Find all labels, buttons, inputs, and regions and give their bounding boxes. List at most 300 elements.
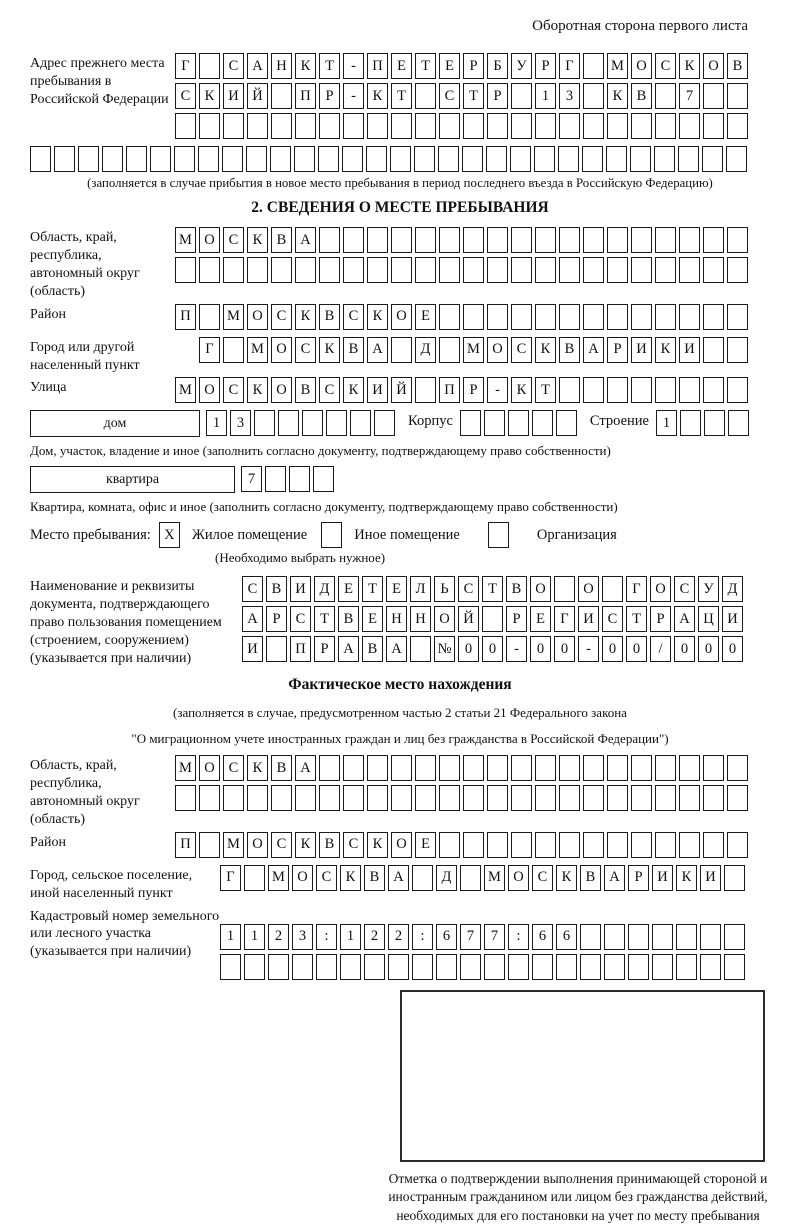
char-box[interactable] xyxy=(463,227,484,253)
char-box[interactable] xyxy=(655,304,676,330)
char-box[interactable] xyxy=(487,755,508,781)
char-box[interactable]: В xyxy=(343,337,364,363)
char-box[interactable]: К xyxy=(295,832,316,858)
char-box[interactable]: К xyxy=(319,337,340,363)
char-box[interactable]: Г xyxy=(220,865,241,891)
char-box[interactable] xyxy=(343,755,364,781)
char-box[interactable]: К xyxy=(295,304,316,330)
char-box[interactable] xyxy=(223,785,244,811)
char-box[interactable] xyxy=(487,785,508,811)
char-box[interactable]: П xyxy=(295,83,316,109)
char-box[interactable] xyxy=(655,257,676,283)
char-box[interactable]: К xyxy=(367,83,388,109)
char-box[interactable] xyxy=(247,113,268,139)
char-box[interactable] xyxy=(604,924,625,950)
char-box[interactable]: 1 xyxy=(220,924,241,950)
document-row-3[interactable] xyxy=(242,636,746,662)
char-box[interactable] xyxy=(607,257,628,283)
char-box[interactable] xyxy=(703,832,724,858)
char-box[interactable]: К xyxy=(247,227,268,253)
char-box[interactable]: 0 xyxy=(554,636,575,662)
char-box[interactable] xyxy=(724,924,745,950)
document-row-1[interactable] xyxy=(242,576,746,602)
char-box[interactable]: Р xyxy=(650,606,671,632)
char-box[interactable]: 0 xyxy=(482,636,503,662)
char-box[interactable]: В xyxy=(319,304,340,330)
char-box[interactable] xyxy=(655,785,676,811)
char-box[interactable]: В xyxy=(506,576,527,602)
char-box[interactable] xyxy=(340,954,361,980)
char-box[interactable]: О xyxy=(578,576,599,602)
char-box[interactable]: А xyxy=(295,227,316,253)
char-box[interactable]: О xyxy=(292,865,313,891)
char-box[interactable]: Р xyxy=(314,636,335,662)
char-box[interactable]: И xyxy=(290,576,311,602)
char-box[interactable] xyxy=(247,785,268,811)
char-box[interactable]: Т xyxy=(463,83,484,109)
char-box[interactable] xyxy=(508,410,529,436)
char-box[interactable]: К xyxy=(655,337,676,363)
char-box[interactable]: П xyxy=(290,636,311,662)
char-box[interactable]: О xyxy=(199,755,220,781)
char-box[interactable] xyxy=(606,146,627,172)
char-box[interactable]: Д xyxy=(314,576,335,602)
prev-address-row-3[interactable] xyxy=(175,113,751,139)
char-box[interactable]: Т xyxy=(319,53,340,79)
char-box[interactable] xyxy=(652,954,673,980)
prev-address-row-2[interactable] xyxy=(175,83,751,109)
char-box[interactable] xyxy=(678,146,699,172)
char-box[interactable] xyxy=(702,146,723,172)
char-box[interactable]: 3 xyxy=(230,410,251,436)
char-box[interactable] xyxy=(415,257,436,283)
char-box[interactable]: Л xyxy=(410,576,431,602)
char-box[interactable] xyxy=(680,410,701,436)
char-box[interactable] xyxy=(703,227,724,253)
char-box[interactable]: П xyxy=(175,304,196,330)
char-box[interactable]: И xyxy=(578,606,599,632)
char-box[interactable]: 2 xyxy=(388,924,409,950)
char-box[interactable]: Р xyxy=(319,83,340,109)
char-box[interactable]: 7 xyxy=(241,466,262,492)
char-box[interactable] xyxy=(655,377,676,403)
char-box[interactable]: Ц xyxy=(698,606,719,632)
char-box[interactable]: 3 xyxy=(559,83,580,109)
char-box[interactable] xyxy=(727,83,748,109)
char-box[interactable] xyxy=(254,410,275,436)
char-box[interactable]: А xyxy=(242,606,263,632)
char-box[interactable]: У xyxy=(511,53,532,79)
cadastre-row-2[interactable] xyxy=(220,954,748,980)
char-box[interactable] xyxy=(511,257,532,283)
char-box[interactable] xyxy=(271,785,292,811)
char-box[interactable]: М xyxy=(247,337,268,363)
char-box[interactable] xyxy=(391,113,412,139)
char-box[interactable] xyxy=(607,832,628,858)
char-box[interactable] xyxy=(199,257,220,283)
char-box[interactable]: А xyxy=(388,865,409,891)
char-box[interactable]: О xyxy=(434,606,455,632)
char-box[interactable]: Т xyxy=(362,576,383,602)
char-box[interactable] xyxy=(439,227,460,253)
char-box[interactable] xyxy=(350,410,371,436)
char-box[interactable]: М xyxy=(463,337,484,363)
char-box[interactable]: С xyxy=(271,304,292,330)
char-box[interactable]: К xyxy=(556,865,577,891)
char-box[interactable] xyxy=(313,466,334,492)
char-box[interactable]: Т xyxy=(314,606,335,632)
checkbox-residential[interactable]: X xyxy=(159,522,180,548)
char-box[interactable] xyxy=(535,227,556,253)
char-box[interactable] xyxy=(607,785,628,811)
char-box[interactable]: Т xyxy=(482,576,503,602)
char-box[interactable]: Н xyxy=(386,606,407,632)
char-box[interactable]: 6 xyxy=(532,924,553,950)
char-box[interactable]: О xyxy=(631,53,652,79)
char-box[interactable]: О xyxy=(487,337,508,363)
char-box[interactable] xyxy=(655,755,676,781)
char-box[interactable] xyxy=(655,832,676,858)
char-box[interactable] xyxy=(319,113,340,139)
char-box[interactable] xyxy=(631,113,652,139)
char-box[interactable] xyxy=(436,954,457,980)
char-box[interactable]: 2 xyxy=(268,924,289,950)
char-box[interactable] xyxy=(319,227,340,253)
char-box[interactable] xyxy=(703,755,724,781)
char-box[interactable] xyxy=(439,337,460,363)
char-box[interactable] xyxy=(580,954,601,980)
char-box[interactable]: 0 xyxy=(602,636,623,662)
char-box[interactable]: Й xyxy=(458,606,479,632)
char-box[interactable] xyxy=(175,113,196,139)
char-box[interactable] xyxy=(558,146,579,172)
document-row-2[interactable] xyxy=(242,606,746,632)
char-box[interactable] xyxy=(726,146,747,172)
char-box[interactable] xyxy=(367,113,388,139)
char-box[interactable]: П xyxy=(439,377,460,403)
char-box[interactable]: Ь xyxy=(434,576,455,602)
char-box[interactable] xyxy=(439,832,460,858)
char-box[interactable] xyxy=(679,832,700,858)
char-box[interactable]: Б xyxy=(487,53,508,79)
char-box[interactable]: Р xyxy=(628,865,649,891)
char-box[interactable] xyxy=(727,377,748,403)
char-box[interactable] xyxy=(727,785,748,811)
char-box[interactable] xyxy=(487,227,508,253)
char-box[interactable] xyxy=(486,146,507,172)
char-box[interactable] xyxy=(631,227,652,253)
char-box[interactable] xyxy=(302,410,323,436)
char-box[interactable]: М xyxy=(175,377,196,403)
char-box[interactable]: : xyxy=(316,924,337,950)
char-box[interactable] xyxy=(460,410,481,436)
char-box[interactable] xyxy=(628,954,649,980)
char-box[interactable]: В xyxy=(266,576,287,602)
char-box[interactable] xyxy=(294,146,315,172)
char-box[interactable] xyxy=(343,785,364,811)
char-box[interactable]: И xyxy=(679,337,700,363)
char-box[interactable]: О xyxy=(199,377,220,403)
char-box[interactable] xyxy=(535,832,556,858)
char-box[interactable]: Й xyxy=(391,377,412,403)
char-box[interactable] xyxy=(535,113,556,139)
char-box[interactable]: : xyxy=(412,924,433,950)
char-box[interactable] xyxy=(247,257,268,283)
char-box[interactable] xyxy=(367,755,388,781)
char-box[interactable] xyxy=(679,755,700,781)
char-box[interactable] xyxy=(631,785,652,811)
char-box[interactable]: С xyxy=(316,865,337,891)
char-box[interactable] xyxy=(628,924,649,950)
char-box[interactable]: О xyxy=(530,576,551,602)
char-box[interactable]: Е xyxy=(439,53,460,79)
char-box[interactable] xyxy=(439,113,460,139)
char-box[interactable] xyxy=(559,832,580,858)
char-box[interactable] xyxy=(727,227,748,253)
char-box[interactable] xyxy=(487,113,508,139)
char-box[interactable] xyxy=(704,410,725,436)
char-box[interactable]: Е xyxy=(415,304,436,330)
char-box[interactable]: Р xyxy=(266,606,287,632)
char-box[interactable] xyxy=(559,755,580,781)
char-box[interactable]: У xyxy=(698,576,719,602)
char-box[interactable] xyxy=(583,832,604,858)
char-box[interactable]: К xyxy=(199,83,220,109)
char-box[interactable] xyxy=(655,83,676,109)
char-box[interactable] xyxy=(54,146,75,172)
char-box[interactable] xyxy=(295,113,316,139)
char-box[interactable]: С xyxy=(343,832,364,858)
char-box[interactable]: М xyxy=(607,53,628,79)
char-box[interactable] xyxy=(415,113,436,139)
char-box[interactable] xyxy=(703,785,724,811)
char-box[interactable] xyxy=(150,146,171,172)
char-box[interactable]: М xyxy=(175,227,196,253)
char-box[interactable]: Р xyxy=(463,377,484,403)
char-box[interactable] xyxy=(727,304,748,330)
char-box[interactable]: 6 xyxy=(436,924,457,950)
char-box[interactable] xyxy=(439,785,460,811)
char-box[interactable]: Д xyxy=(436,865,457,891)
char-box[interactable]: С xyxy=(223,755,244,781)
char-box[interactable] xyxy=(508,954,529,980)
char-box[interactable] xyxy=(631,304,652,330)
char-box[interactable]: Г xyxy=(199,337,220,363)
char-box[interactable]: № xyxy=(434,636,455,662)
char-box[interactable] xyxy=(676,954,697,980)
char-box[interactable] xyxy=(439,304,460,330)
char-box[interactable] xyxy=(462,146,483,172)
char-box[interactable]: - xyxy=(343,83,364,109)
al-region-row-1[interactable] xyxy=(175,755,751,781)
char-box[interactable] xyxy=(78,146,99,172)
char-box[interactable] xyxy=(559,377,580,403)
char-box[interactable]: С xyxy=(674,576,695,602)
char-box[interactable]: О xyxy=(199,227,220,253)
char-box[interactable]: - xyxy=(506,636,527,662)
char-box[interactable] xyxy=(559,113,580,139)
char-box[interactable] xyxy=(631,257,652,283)
char-box[interactable]: Е xyxy=(530,606,551,632)
char-box[interactable] xyxy=(319,755,340,781)
char-box[interactable]: В xyxy=(362,636,383,662)
char-box[interactable] xyxy=(415,227,436,253)
char-box[interactable]: В xyxy=(580,865,601,891)
char-box[interactable]: К xyxy=(247,755,268,781)
char-box[interactable] xyxy=(676,924,697,950)
char-box[interactable] xyxy=(604,954,625,980)
char-box[interactable] xyxy=(511,83,532,109)
char-box[interactable] xyxy=(295,257,316,283)
char-box[interactable]: И xyxy=(242,636,263,662)
char-box[interactable] xyxy=(607,377,628,403)
char-box[interactable]: А xyxy=(367,337,388,363)
char-box[interactable]: В xyxy=(271,227,292,253)
char-box[interactable]: Е xyxy=(415,832,436,858)
char-box[interactable]: 1 xyxy=(206,410,227,436)
char-box[interactable] xyxy=(316,954,337,980)
char-box[interactable] xyxy=(556,954,577,980)
char-box[interactable] xyxy=(583,304,604,330)
char-box[interactable] xyxy=(487,304,508,330)
char-box[interactable]: Е xyxy=(362,606,383,632)
char-box[interactable]: Д xyxy=(722,576,743,602)
char-box[interactable] xyxy=(199,304,220,330)
char-box[interactable]: Т xyxy=(626,606,647,632)
char-box[interactable] xyxy=(535,304,556,330)
char-box[interactable] xyxy=(583,113,604,139)
char-box[interactable] xyxy=(728,410,749,436)
char-box[interactable]: С xyxy=(439,83,460,109)
char-box[interactable] xyxy=(244,865,265,891)
char-box[interactable] xyxy=(607,113,628,139)
char-box[interactable] xyxy=(484,410,505,436)
char-box[interactable]: А xyxy=(674,606,695,632)
char-box[interactable]: 1 xyxy=(244,924,265,950)
char-box[interactable] xyxy=(655,227,676,253)
prev-address-row-4[interactable] xyxy=(30,146,770,172)
char-box[interactable] xyxy=(654,146,675,172)
char-box[interactable] xyxy=(631,755,652,781)
char-box[interactable]: О xyxy=(650,576,671,602)
char-box[interactable]: Г xyxy=(626,576,647,602)
char-box[interactable]: 1 xyxy=(340,924,361,950)
char-box[interactable]: О xyxy=(247,304,268,330)
char-box[interactable] xyxy=(727,755,748,781)
char-box[interactable]: К xyxy=(367,304,388,330)
char-box[interactable] xyxy=(342,146,363,172)
char-box[interactable]: - xyxy=(487,377,508,403)
char-box[interactable]: Е xyxy=(338,576,359,602)
char-box[interactable] xyxy=(607,304,628,330)
char-box[interactable]: С xyxy=(271,832,292,858)
char-box[interactable]: О xyxy=(391,832,412,858)
char-box[interactable]: И xyxy=(223,83,244,109)
char-box[interactable] xyxy=(724,954,745,980)
char-box[interactable]: 0 xyxy=(674,636,695,662)
char-box[interactable] xyxy=(374,410,395,436)
char-box[interactable] xyxy=(559,227,580,253)
char-box[interactable]: 2 xyxy=(364,924,385,950)
char-box[interactable] xyxy=(223,113,244,139)
char-box[interactable] xyxy=(631,377,652,403)
char-box[interactable] xyxy=(510,146,531,172)
checkbox-other-premises[interactable] xyxy=(321,522,342,548)
char-box[interactable] xyxy=(199,785,220,811)
char-box[interactable] xyxy=(415,83,436,109)
char-box[interactable] xyxy=(366,146,387,172)
char-box[interactable] xyxy=(703,377,724,403)
char-box[interactable] xyxy=(174,146,195,172)
char-box[interactable]: О xyxy=(247,832,268,858)
char-box[interactable] xyxy=(198,146,219,172)
char-box[interactable]: Д xyxy=(415,337,436,363)
char-box[interactable]: Р xyxy=(535,53,556,79)
char-box[interactable] xyxy=(318,146,339,172)
char-box[interactable] xyxy=(511,227,532,253)
cadastre-row-1[interactable] xyxy=(220,924,748,950)
char-box[interactable]: И xyxy=(631,337,652,363)
char-box[interactable] xyxy=(102,146,123,172)
char-box[interactable]: В xyxy=(631,83,652,109)
char-box[interactable] xyxy=(222,146,243,172)
char-box[interactable]: Г xyxy=(554,606,575,632)
char-box[interactable] xyxy=(439,257,460,283)
char-box[interactable]: 7 xyxy=(679,83,700,109)
char-box[interactable] xyxy=(463,113,484,139)
al-district-row[interactable] xyxy=(175,832,751,858)
char-box[interactable] xyxy=(583,257,604,283)
korpus-row[interactable] xyxy=(460,410,580,436)
char-box[interactable] xyxy=(607,755,628,781)
char-box[interactable] xyxy=(439,755,460,781)
char-box[interactable] xyxy=(412,954,433,980)
char-box[interactable]: М xyxy=(175,755,196,781)
char-box[interactable]: И xyxy=(652,865,673,891)
char-box[interactable] xyxy=(679,227,700,253)
char-box[interactable] xyxy=(343,227,364,253)
char-box[interactable]: 0 xyxy=(722,636,743,662)
char-box[interactable] xyxy=(30,146,51,172)
char-box[interactable]: 0 xyxy=(458,636,479,662)
char-box[interactable] xyxy=(289,466,310,492)
char-box[interactable]: И xyxy=(700,865,721,891)
char-box[interactable] xyxy=(278,410,299,436)
char-box[interactable] xyxy=(199,832,220,858)
char-box[interactable]: К xyxy=(511,377,532,403)
char-box[interactable] xyxy=(271,113,292,139)
char-box[interactable]: П xyxy=(367,53,388,79)
char-box[interactable] xyxy=(364,954,385,980)
char-box[interactable]: А xyxy=(583,337,604,363)
al-city-row[interactable] xyxy=(220,865,748,891)
char-box[interactable] xyxy=(703,257,724,283)
char-box[interactable]: Й xyxy=(247,83,268,109)
char-box[interactable]: Н xyxy=(271,53,292,79)
char-box[interactable] xyxy=(554,576,575,602)
char-box[interactable]: : xyxy=(508,924,529,950)
char-box[interactable] xyxy=(727,832,748,858)
char-box[interactable] xyxy=(175,257,196,283)
s2-region-row-1[interactable] xyxy=(175,227,751,253)
stroenie-row[interactable] xyxy=(656,410,752,436)
char-box[interactable] xyxy=(223,337,244,363)
s2-city-row[interactable] xyxy=(199,337,751,363)
char-box[interactable] xyxy=(582,146,603,172)
char-box[interactable] xyxy=(295,785,316,811)
char-box[interactable] xyxy=(415,755,436,781)
char-box[interactable]: Н xyxy=(410,606,431,632)
